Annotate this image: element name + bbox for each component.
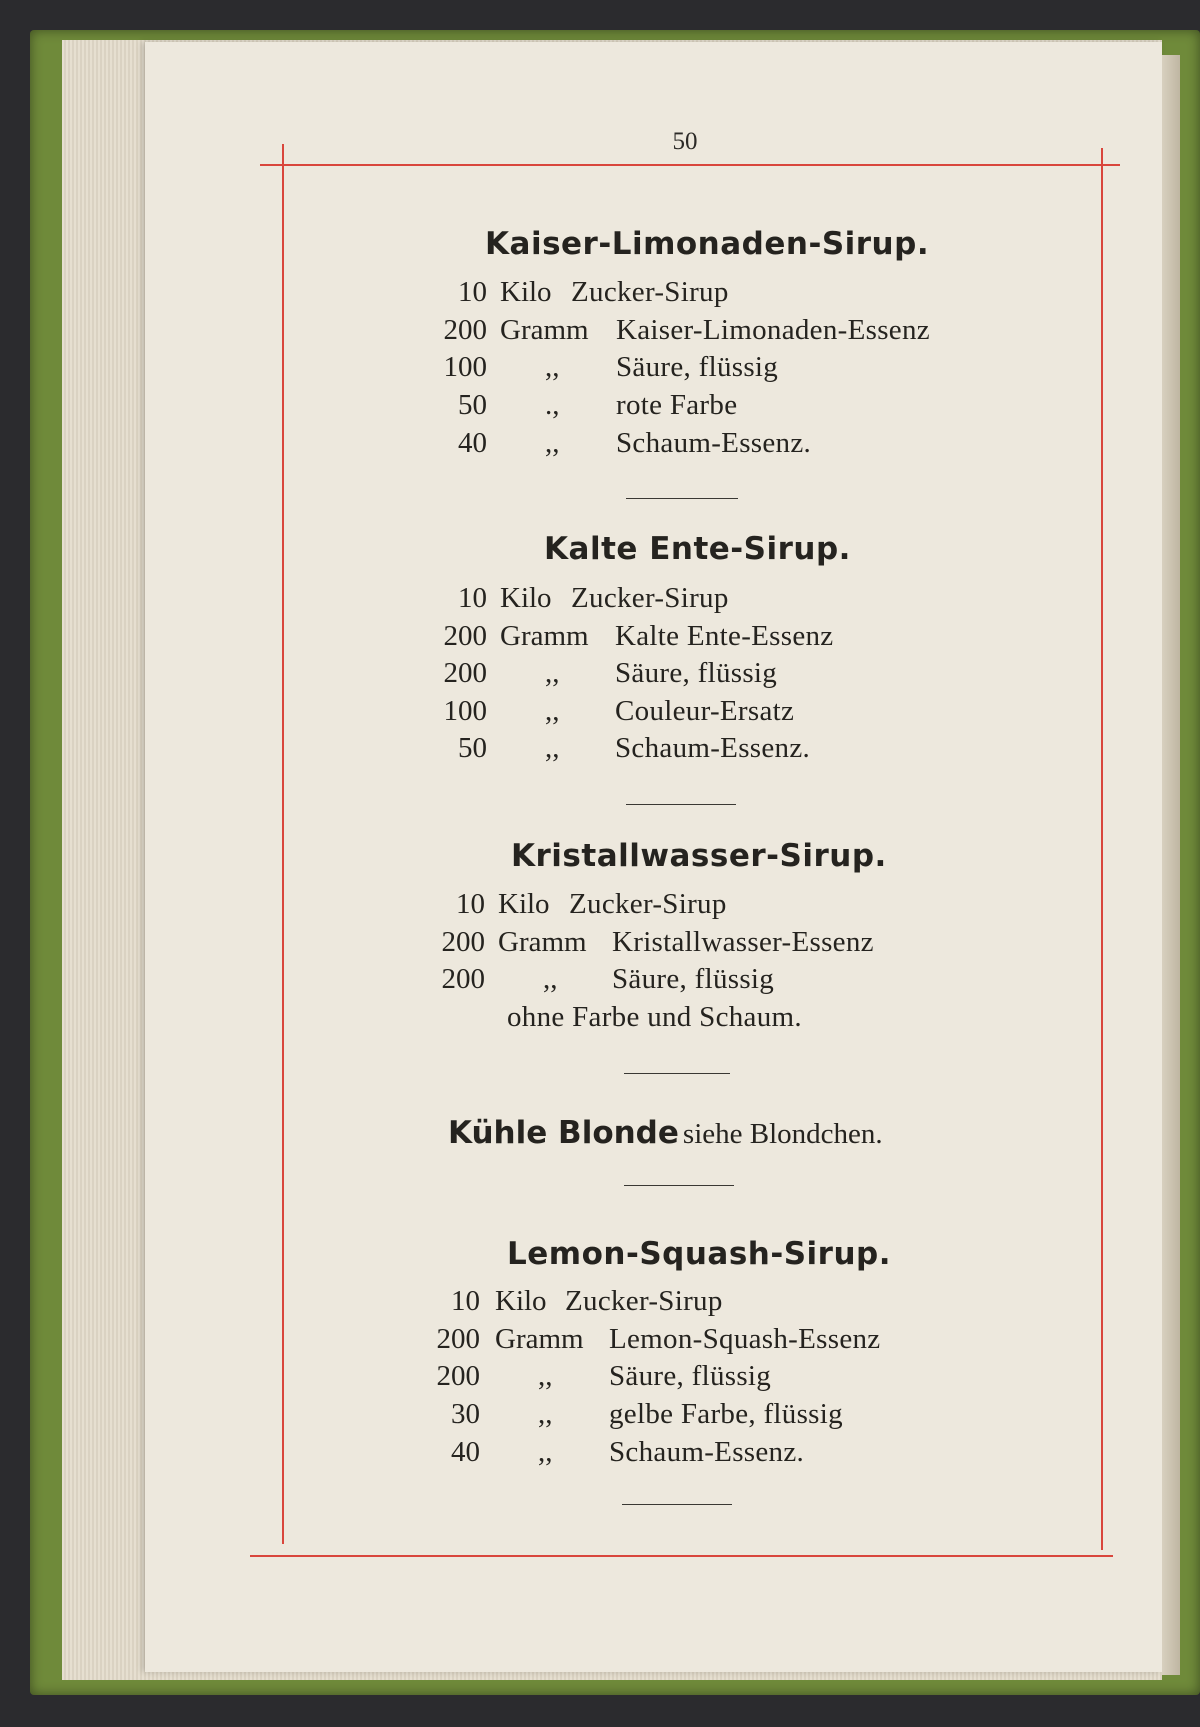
ingredient-unit: Kilo [498, 888, 550, 920]
ingredient-name: Kristallwasser-Essenz [612, 926, 874, 958]
ingredient-unit: ,, [538, 1436, 553, 1468]
ingredient-qty: 200 [441, 926, 485, 958]
section-divider [626, 498, 738, 499]
ingredient-qty: 50 [458, 732, 487, 764]
ingredient-name: Schaum-Essenz. [616, 427, 812, 459]
section-divider [622, 1504, 732, 1505]
ingredient-qty: 10 [458, 276, 487, 308]
section-divider [626, 804, 736, 805]
ingredient-qty: 200 [436, 1360, 480, 1392]
reference-text: siehe Blondchen. [682, 1118, 883, 1150]
ingredient-unit: Kilo [500, 276, 552, 308]
ingredient-name: Säure, flüssig [609, 1360, 772, 1392]
ingredient-name: rote Farbe [616, 389, 738, 421]
ingredient-name: Zucker-Sirup [569, 888, 727, 920]
ingredient-name: Lemon-Squash-Essenz [609, 1323, 881, 1355]
ingredient-name: Zucker-Sirup [571, 582, 729, 614]
ingredient-unit: Kilo [495, 1285, 547, 1317]
ingredient-unit: ,, [545, 657, 560, 689]
ingredient-name: Couleur-Ersatz [615, 695, 795, 727]
section-divider [624, 1073, 730, 1074]
recipe-title: Kaiser-Limonaden-Sirup. [485, 226, 930, 262]
ingredient-unit: Gramm [500, 620, 589, 652]
reference-term: Kühle Blonde [448, 1115, 679, 1151]
recipe-title: Kalte Ente-Sirup. [544, 531, 851, 567]
ingredient-qty: 100 [443, 695, 487, 727]
ingredient-qty: 40 [451, 1436, 480, 1468]
ingredient-unit: ,, [538, 1398, 553, 1430]
ingredient-qty: 50 [458, 389, 487, 421]
ingredient-qty: 10 [456, 888, 485, 920]
recipe-note: ohne Farbe und Schaum. [507, 1001, 802, 1033]
ingredient-qty: 30 [451, 1398, 480, 1430]
ingredient-name: Schaum-Essenz. [615, 732, 811, 764]
ingredient-unit: Gramm [500, 314, 589, 346]
ingredient-qty: 10 [451, 1285, 480, 1317]
ingredient-unit: ,, [543, 963, 558, 995]
ingredient-name: Zucker-Sirup [565, 1285, 723, 1317]
ingredient-unit: Gramm [498, 926, 587, 958]
ingredient-qty: 10 [458, 582, 487, 614]
ingredient-name: gelbe Farbe, flüssig [609, 1398, 843, 1430]
ingredient-name: Schaum-Essenz. [609, 1436, 805, 1468]
ingredient-unit: ,, [545, 351, 560, 383]
ingredient-qty: 200 [436, 1323, 480, 1355]
ingredient-unit: Kilo [500, 582, 552, 614]
page-number: 50 [672, 128, 698, 155]
ingredient-unit: ,, [538, 1360, 553, 1392]
ingredient-name: Kaiser-Limonaden-Essenz [616, 314, 930, 346]
recipe-title: Lemon-Squash-Sirup. [507, 1236, 891, 1272]
ingredient-unit: ,, [545, 732, 560, 764]
cross-reference [448, 1115, 883, 1151]
ingredient-name: Säure, flüssig [616, 351, 779, 383]
ingredient-name: Zucker-Sirup [571, 276, 729, 308]
ingredient-unit: ,, [545, 695, 560, 727]
ingredient-unit: ,, [545, 427, 560, 459]
recipe-title: Kristallwasser-Sirup. [511, 838, 887, 874]
ingredient-name: Kalte Ente-Essenz [615, 620, 834, 652]
ingredient-unit: Gramm [495, 1323, 584, 1355]
ingredient-qty: 200 [443, 657, 487, 689]
section-divider [624, 1185, 734, 1186]
ingredient-name: Säure, flüssig [612, 963, 775, 995]
ingredient-unit: ., [545, 389, 560, 421]
ingredient-qty: 200 [441, 963, 485, 995]
ingredient-qty: 200 [443, 620, 487, 652]
ingredient-qty: 100 [443, 351, 487, 383]
ingredient-qty: 200 [443, 314, 487, 346]
ingredient-qty: 40 [458, 427, 487, 459]
ingredient-name: Säure, flüssig [615, 657, 778, 689]
